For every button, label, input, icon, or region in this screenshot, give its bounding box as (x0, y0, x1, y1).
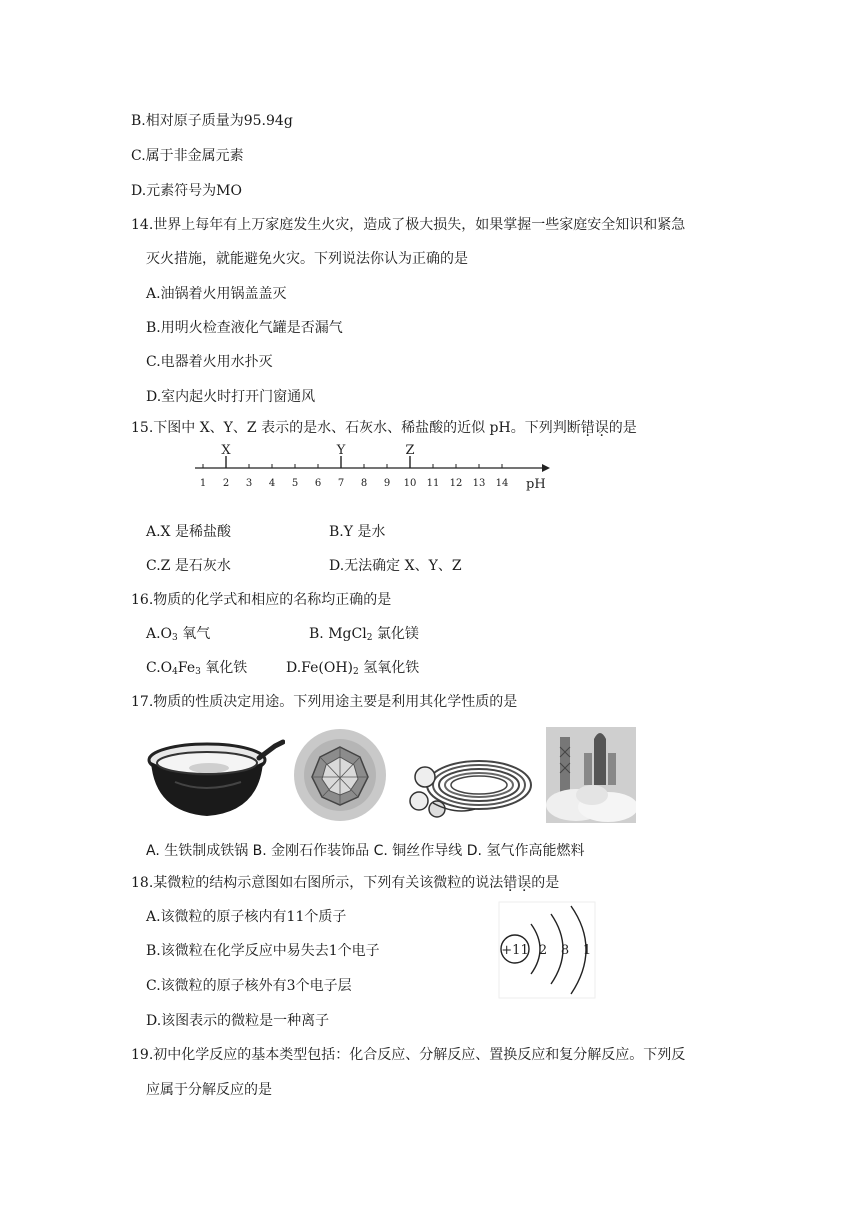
q16-option-c (146, 658, 247, 682)
iron-wok-picture (145, 732, 285, 824)
ph-tick-label: 13 (472, 478, 486, 489)
q16-c-subscript-2: 3 (195, 667, 201, 677)
q18-option-a: A.该微粒的原子核内有11个质子 (146, 909, 347, 925)
ph-tick-label: 1 (199, 478, 207, 489)
q15-option-c: C.Z 是石灰水 (146, 558, 231, 574)
ph-marker-label-z: Z (405, 443, 415, 458)
ph-tick-label: 2 (222, 478, 230, 489)
q18-option-b: B.该微粒在化学反应中易失去1个电子 (146, 943, 380, 959)
ph-tick-label: 8 (360, 478, 368, 489)
q16-a-subscript: 3 (172, 633, 178, 643)
q18-stem-end: 的是 (531, 875, 560, 891)
atom-structure-diagram (497, 900, 597, 1000)
q18-emphasis-1: 错 (503, 875, 518, 891)
q15-emphasis-1: 错 (580, 420, 595, 436)
nucleus-charge: +11 (501, 943, 529, 958)
q18-option-d: D.该图表示的微粒是一种离子 (146, 1013, 330, 1029)
ph-tick-label: 3 (245, 478, 253, 489)
q16-a-name: 氧气 (177, 626, 211, 642)
q16-d-name: 氢氧化铁 (358, 660, 420, 676)
q15-stem-text: 15.下图中 X、Y、Z 表示的是水、石灰水、稀盐酸的近似 pH。下列判断 (131, 420, 581, 436)
q16-option-b (309, 624, 419, 648)
q17-stem: 17.物质的性质决定用途。下列用途主要是利用其化学性质的是 (131, 694, 518, 710)
q15-stem-end: 的是 (608, 420, 637, 436)
q14-option-d: D.室内起火时打开门窗通风 (146, 389, 316, 405)
ph-tick-label: 6 (314, 478, 322, 489)
q17-options: A. 生铁制成铁锅 B. 金刚石作装饰品 C. 铜丝作导线 D. 氢气作高能燃料 (146, 843, 585, 859)
ph-scale-group (195, 443, 550, 492)
q13-option-b: B.相对原子质量为95.94g (131, 113, 293, 129)
q15-option-d: D.无法确定 X、Y、Z (329, 558, 462, 574)
q18-stem (131, 873, 559, 893)
diamond-picture (292, 727, 388, 823)
q16-c-formula-mid: Fe (177, 660, 196, 676)
q14-stem-line2: 灭火措施，就能避免火灾。下列说法你认为正确的是 (146, 251, 468, 267)
q16-option-d (286, 658, 419, 682)
q16-stem: 16.物质的化学式和相应的名称均正确的是 (131, 592, 392, 608)
q16-c-name: 氧化铁 (200, 660, 248, 676)
shell-electrons-2: 8 (560, 943, 570, 958)
ph-tick-label: 10 (403, 478, 417, 489)
ph-axis-arrow (542, 464, 550, 472)
ph-axis-label: pH (526, 477, 546, 492)
q13-option-c: C.属于非金属元素 (131, 148, 244, 164)
q18-emphasis-2: 误 (517, 875, 532, 891)
ph-tick-label: 5 (291, 478, 299, 489)
q19-stem-line1: 19.初中化学反应的基本类型包括：化合反应、分解反应、置换反应和复分解反应。下列反 (131, 1047, 686, 1063)
q18-option-c: C.该微粒的原子核外有3个电子层 (146, 978, 352, 994)
copper-wire-picture (405, 743, 537, 825)
q16-c-formula: C.O (146, 660, 173, 676)
q16-a-formula: A.O (146, 626, 173, 642)
rocket-launch-picture (546, 727, 636, 823)
q16-b-subscript: 2 (366, 633, 373, 643)
q13-option-d: D.元素符号为MO (131, 183, 242, 199)
q14-option-b: B.用明火检查液化气罐是否漏气 (146, 320, 343, 336)
q16-d-subscript: 2 (353, 667, 359, 677)
ph-tick-label: 11 (426, 478, 440, 489)
q15-emphasis-2: 误 (594, 420, 609, 436)
ph-tick-label: 9 (383, 478, 391, 489)
ph-tick-label: 12 (449, 478, 463, 489)
ph-tick-label: 4 (268, 478, 276, 489)
ph-marker-label-y: Y (336, 443, 346, 458)
ph-tick-label: 7 (337, 478, 345, 489)
q16-b-name: 氯化镁 (372, 626, 419, 642)
q19-stem-line2: 应属于分解反应的是 (146, 1082, 272, 1098)
q14-option-a: A.油锅着火用锅盖盖灭 (146, 286, 287, 302)
q15-option-a: A.X 是稀盐酸 (146, 524, 231, 540)
q14-stem-line1: 14.世界上每年有上万家庭发生火灾，造成了极大损失，如果掌握一些家庭安全知识和紧急 (131, 217, 686, 233)
q15-stem (131, 418, 637, 438)
ph-tick-label: 14 (495, 478, 509, 489)
q16-c-subscript-1: 4 (172, 667, 178, 677)
q16-d-formula: D.Fe(OH) (286, 660, 354, 676)
shell-electrons-1: 2 (538, 943, 548, 958)
q16-b-formula: B. MgCl (309, 626, 367, 642)
q15-option-b: B.Y 是水 (329, 524, 386, 540)
q14-option-c: C.电器着火用水扑灭 (146, 354, 273, 370)
ph-scale (190, 440, 560, 495)
q18-stem-text: 18.某微粒的结构示意图如右图所示，下列有关该微粒的说法 (131, 875, 504, 891)
q16-option-a (146, 624, 210, 648)
ph-marker-label-x: X (221, 443, 231, 458)
shell-electrons-3: 1 (582, 943, 592, 958)
